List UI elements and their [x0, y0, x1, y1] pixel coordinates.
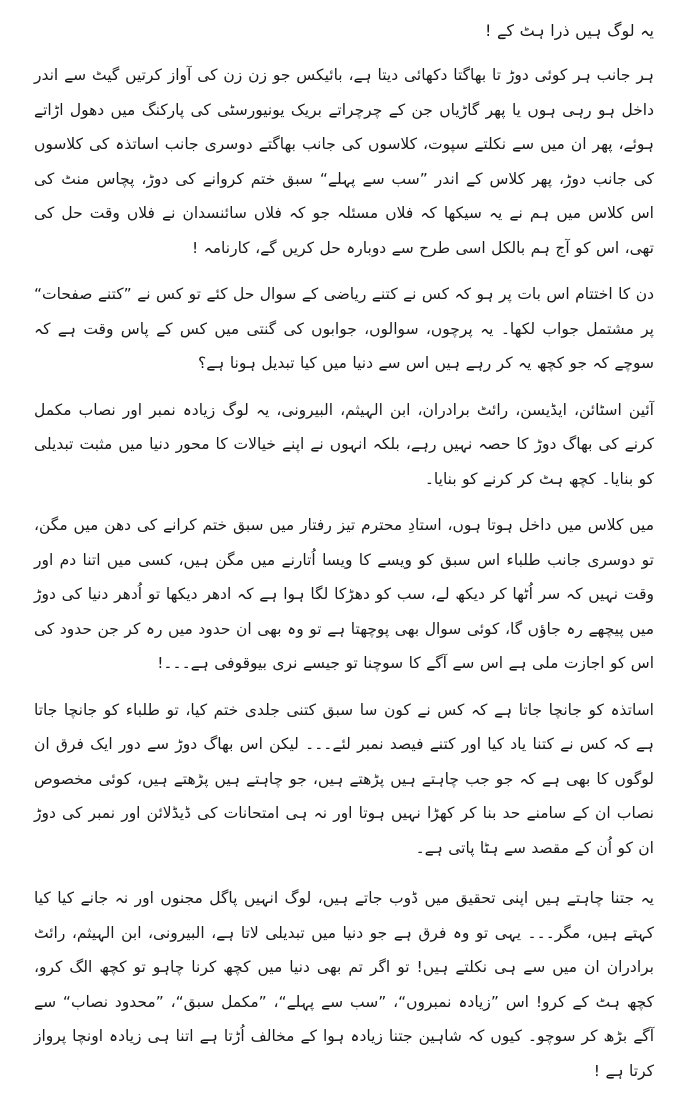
paragraph-6: یہ جتنا چاہتے ہیں اپنی تحقیق میں ڈوب جاتے ہیں، لوگ انہیں پاگل مجنوں اور نہ جانے کیا کیا کہتے ہیں، مگر۔۔۔ یہی تو وہ فرق ہے جو دنیا میں تبدیلی لاتا ہے، البیرونی، ابن الہیثم، رائٹ برادران ان میں سے ہی نکلتے ہیں! تو اگر تم بھی دنیا میں کچھ کرنا چاہو تو کچھ الگ کرو، کچھ ہٹ کے کرو! اس ”زیادہ نمبروں“، ”سب سے پہلے“، ”مکمل سبق“، ”محدود نصاب“ سے آگے بڑھ کر سوچو۔ کیوں کہ شاہین جتنا زیادہ ہوا کے مخالف اُڑتا ہے اتنا ہی زیادہ اونچا پرواز کرتا ہے ! — [34, 889, 654, 1080]
paragraph-3: آئین اسٹائن، ایڈیسن، رائٹ برادران، ابن الہیثم، البیرونی، یہ لوگ زیادہ نمبر اور نصاب مکمل کرنے کی بھاگ دوڑ کا حصہ نہیں رہے، بلکہ انہوں نے اپنے خیالات کا محور دنیا میں مثبت تبدیلی کو بنایا۔ کچھ ہٹ کر کرنے کو بنایا۔ — [34, 400, 654, 488]
paragraph-2: دن کا اختتام اس بات پر ہو کہ کس نے کتنے ریاضی کے سوال حل کئے تو کس نے ”کتنے صفحات“ پر مشتمل جواب لکھا۔ یہ پرچوں، سوالوں، جوابوں کی گنتی میں کس کے پاس وقت ہے کہ سوچے کہ جو کچھ یہ کر رہے ہیں اس سے دنیا میں کیا تبدیل ہونا ہے؟ — [34, 285, 654, 372]
paragraph-5: اساتذہ کو جانچا جاتا ہے کہ کس نے کون سا سبق کتنی جلدی ختم کیا، تو طلباء کو جانچا جاتا ہے کہ کس نے کتنا یاد کیا اور کتنے فیصد نمبر لئے۔۔۔ لیکن اس بھاگ دوڑ سے دور ایک فرق ان لوگوں کا بھی ہے کہ جو جب چاہتے ہیں پڑھتے ہیں، جو چاہتے ہیں پڑھتے ہیں، کوئی مخصوص نصاب ان کے سامنے حد بنا کر کھڑا نہیں ہوتا اور نہ ہی امتحانات کی ڈیڈلائن اور نمبر کی دوڑ ان کو اُن کے مقصد سے ہٹا پاتی ہے۔ — [34, 700, 654, 857]
paragraph-4: میں کلاس میں داخل ہوتا ہوں، استادِ محترم تیز رفتار میں سبق ختم کرانے کی دھن میں مگن، تو دوسری جانب طلباء اس سبق کو ویسے کا ویسا اُتارنے میں مگن ہیں، کسی میں اتنا دم اور وقت نہیں کہ سر اُٹھا کر دیکھ لے، سب کو دھڑکا لگا ہوا ہے کہ ادھر دیکھا تو اُدھر دنیا کی دوڑ میں پیچھے رہ جاؤں گا، کوئی سوال بھی پوچھتا ہے تو وہ بھی ان حدود میں رہ کر جن حدود کی اس کو اجازت ملی ہے اس سے آگے کا سوچنا تو جیسے نری بیوقوفی ہے۔۔۔! — [34, 516, 654, 672]
paragraph-1: ہر جانب ہر کوئی دوڑ تا بھاگتا دکھائی دیتا ہے، بائیکس جو زن زن کی آواز کرتیں گیٹ سے اندر داخل ہو رہی ہوں یا پھر گاڑیاں جن کے چرچراتے بریک یونیورسٹی کی پارکنگ میں دھول اڑاتے ہوئے، پھر ان میں سے نکلتے سپوت، کلاسوں کی جانب بھاگتے دوسری جانب اساتذہ کی کلاسوں کی جانب دوڑ، پھر کلاس کے اندر ”سب سے پہلے“ سبق ختم کروانے کی دوڑ، پچاس منٹ کی اس کلاس میں ہم نے یہ سیکھا کہ فلاں مسئلہ جو کہ فلاں سائنسدان نے فلاں وقت حل کی تھی، اس کو آج ہم بالکل اسی طرح سے دوبارہ حل کریں گے، کارنامہ ! — [34, 66, 654, 257]
article — [34, 14, 654, 1100]
article-title: یہ لوگ ہیں ذرا ہٹ کے ! — [485, 21, 654, 40]
